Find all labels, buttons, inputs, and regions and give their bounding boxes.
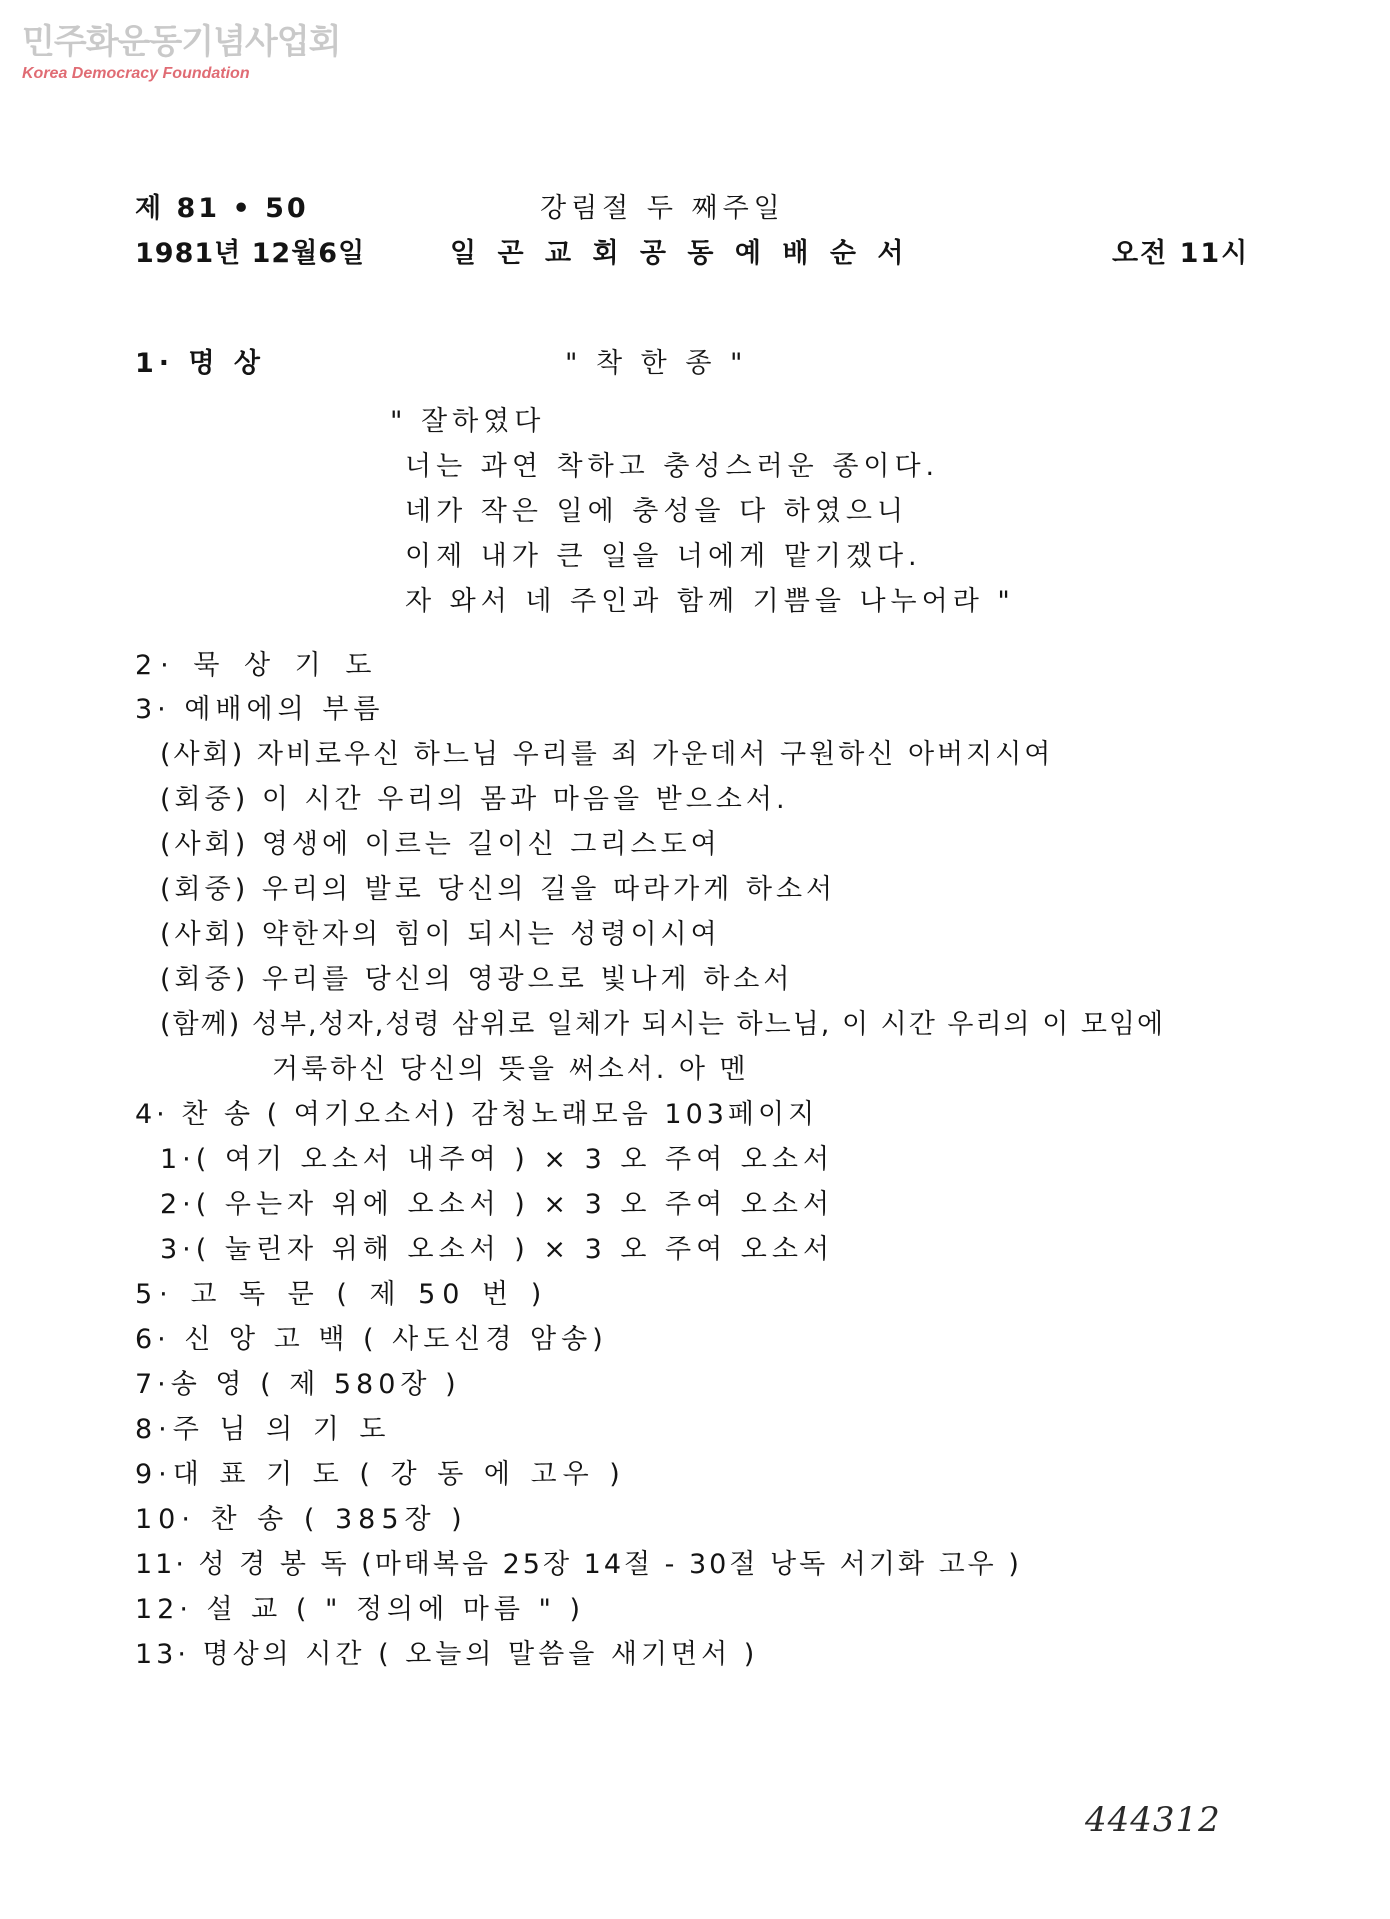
order-item: 8·주 님 의 기 도 — [135, 1414, 392, 1445]
litany-line: (사회) 자비로우신 하느님 우리를 죄 가운데서 구원하신 아버지시여 — [160, 739, 1054, 770]
hymn-verse: 3·( 눌린자 위해 오소서 ) × 3 오 주여 오소서 — [160, 1234, 835, 1265]
watermark — [22, 22, 340, 84]
service-title: 일 곤 교 회 공 동 예 배 순 서 — [450, 238, 910, 269]
watermark-korean: 민주화운동기념사업회 — [22, 22, 341, 62]
litany-line: (회중) 이 시간 우리의 몸과 마음을 받으소서. — [160, 784, 789, 815]
watermark-english: Korea Democracy Foundation — [22, 65, 250, 82]
silent-prayer: 2· 묵 상 기 도 — [135, 650, 380, 681]
service-time: 오전 11시 — [1112, 238, 1250, 269]
meditation-verse: 자 와서 네 주인과 함께 기쁨을 나누어라 " — [405, 586, 1015, 617]
archive-mark: 444312 — [1085, 1800, 1221, 1840]
hymn-verse: 2·( 우는자 위에 오소서 ) × 3 오 주여 오소서 — [160, 1189, 835, 1220]
litany-line: (회중) 우리를 당신의 영광으로 빛나게 하소서 — [160, 964, 794, 995]
order-item: 9·대 표 기 도 ( 강 동 에 고우 ) — [135, 1459, 626, 1490]
service-date: 1981년 12월6일 — [135, 238, 366, 269]
order-item: 13· 명상의 시간 ( 오늘의 말씀을 새기면서 ) — [135, 1639, 759, 1670]
order-item: 7·송 영 ( 제 580장 ) — [135, 1369, 461, 1400]
meditation-verse: 이제 내가 큰 일을 너에게 맡기겠다. — [405, 541, 922, 572]
meditation-verse: " 잘하였다 — [390, 406, 546, 437]
meditation-title: " 착 한 종 " — [565, 348, 748, 379]
order-item: 5· 고 독 문 ( 제 50 번 ) — [135, 1279, 549, 1310]
meditation-verse: 네가 작은 일에 충성을 다 하였으니 — [405, 496, 909, 527]
order-item: 6· 신 앙 고 백 ( 사도신경 암송) — [135, 1324, 608, 1355]
litany-line: 거룩하신 당신의 뜻을 써소서. 아 멘 — [272, 1054, 749, 1085]
call-to-worship-heading: 3· 예배에의 부름 — [135, 694, 385, 725]
order-item: 10· 찬 송 ( 385장 ) — [135, 1504, 468, 1535]
order-item: 11· 성 경 봉 독 (마태복음 25장 14절 - 30절 낭독 서기화 고우 ) — [135, 1549, 1022, 1580]
order-item: 12· 설 교 ( " 정의에 마름 " ) — [135, 1594, 586, 1625]
litany-line: (사회) 영생에 이르는 길이신 그리스도여 — [160, 829, 721, 860]
litany-line: (회중) 우리의 발로 당신의 길을 따라가게 하소서 — [160, 874, 837, 905]
meditation-verse: 너는 과연 착하고 충성스러운 종이다. — [405, 451, 940, 482]
meditation-heading: 1· 명 상 — [135, 348, 266, 379]
hymn-heading: 4· 찬 송 ( 여기오소서) 감청노래모음 103페이지 — [135, 1099, 819, 1130]
doc-number: 제 81 • 50 — [135, 193, 309, 224]
occasion: 강림절 두 째주일 — [540, 193, 785, 224]
hymn-verse: 1·( 여기 오소서 내주여 ) × 3 오 주여 오소서 — [160, 1144, 835, 1175]
litany-line: (함께) 성부,성자,성령 삼위로 일체가 되시는 하느님, 이 시간 우리의 이 모임에 — [160, 1009, 1166, 1040]
litany-line: (사회) 약한자의 힘이 되시는 성령이시여 — [160, 919, 721, 950]
